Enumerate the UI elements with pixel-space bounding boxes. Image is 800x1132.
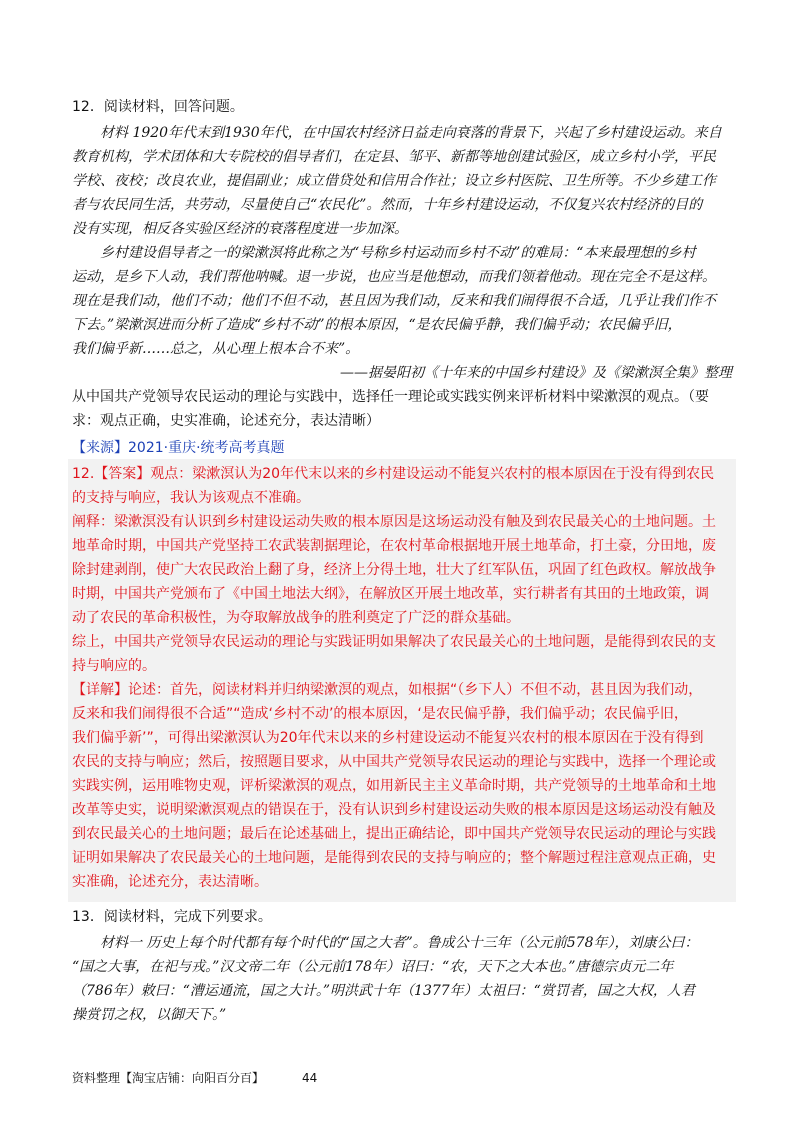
material-line: 我们偏乎新……总之，从心理上根本合不来”。	[72, 341, 360, 357]
footer-text: 资料整理【淘宝店铺：向阳百分百】	[72, 1071, 265, 1085]
material-line: 材料 1920年代末到1930年代，在中国农村经济日益走向衰落的背景下，兴起了乡村建设运动。来自	[100, 125, 722, 141]
answer-line: 时期，中国共产党颁布了《中国土地法大纲》，在解放区开展土地改革，实行耕者有其田的土地政策，调	[72, 586, 709, 602]
question-12-material	[72, 121, 732, 385]
answer-line: 12.【答案】观点：梁漱溟认为20年代末以来的乡村建设运动不能复兴农村的根本原因在于没有得到农民	[72, 466, 715, 482]
material-line: 乡村建设倡导者之一的梁漱溟将此称之为“号称乡村运动而乡村不动”的难局：“本来最理想的乡村	[100, 245, 696, 261]
material-line: “国之大事，在祀与戎。”汉文帝二年（公元前178年）诏曰：“农，天下之大本也。”唐德宗贞元二年	[72, 959, 674, 975]
answer-block	[72, 462, 732, 894]
question-source: 【来源】2021·重庆·统考高考真题	[72, 440, 285, 456]
answer-line: 阐释：梁漱溟没有认识到乡村建设运动失败的根本原因是这场运动没有触及到农民最关心的土地问题。土	[72, 514, 716, 530]
answer-line: 我们偏乎新’”，可得出梁漱溟认为20年代末以来的乡村建设运动不能复兴农村的根本原因在于没有得到	[72, 730, 704, 746]
question-13-material	[72, 931, 732, 1027]
task-line: 从中国共产党领导农民运动的理论与实践中，选择任一理论或实践实例来评析材料中梁漱溟的观点。（要	[72, 389, 709, 405]
material-line: 运动，是乡下人动，我们帮他呐喊。退一步说，也应当是他想动，而我们领着他动。现在完全不是这样。	[72, 269, 716, 285]
material-line: 学校、夜校；改良农业，提倡副业；成立借贷处和信用合作社；设立乡村医院、卫生所等。不少乡建工作	[72, 173, 716, 189]
answer-line: 动了农民的革命积极性，为夺取解放战争的胜利奠定了广泛的群众基础。	[72, 610, 520, 626]
material-citation: ——据晏阳初《十年来的中国乡村建设》及《梁漱溟全集》整理	[340, 365, 732, 381]
answer-line: 【详解】论述：首先，阅读材料并归纳梁漱溟的观点，如根据“（乡下人）不但不动，甚且因为我们动，	[72, 682, 703, 698]
material-line: 操赏罚之权，以御天下。”	[72, 1007, 227, 1023]
material-line: （786年）敕曰：“漕运通流，国之大计。”明洪武十年（1377年）太祖曰：“赏罚者，国之大权，人君	[72, 983, 695, 999]
answer-line: 反来和我们闹得很不合适”“造成‘乡村不动’的根本原因，‘是农民偏乎静，我们偏乎动；农民偏乎旧，	[72, 706, 688, 722]
answer-line: 综上，中国共产党领导农民运动的理论与实践证明如果解决了农民最关心的土地问题，是能得到农民的支	[72, 634, 716, 650]
material-line: 材料一 历史上每个时代都有每个时代的“国之大者”。鲁成公十三年（公元前578年），刘康公曰：	[100, 935, 699, 951]
material-line: 没有实现，相反各实验区经济的衰落程度进一步加深。	[72, 221, 408, 237]
material-line: 现在是我们动，他们不动；他们不但不动，甚且因为我们动，反来和我们闹得很不合适，几乎让我们作不	[72, 293, 716, 309]
material-line: 教育机构，学术团体和大专院校的倡导者们，在定县、邹平、新都等地创建试验区，成立乡村小学，平民	[72, 149, 716, 165]
answer-line: 实践实例，运用唯物史观，评析梁漱溟的观点，如用新民主主义革命时期，共产党领导的土地革命和土地	[72, 778, 716, 794]
answer-line: 到农民最关心的土地问题；最后在论述基础上，提出正确结论，即中国共产党领导农民运动的理论与实践	[72, 826, 716, 842]
answer-line: 改革等史实，说明梁漱溟观点的错误在于，没有认识到乡村建设运动失败的根本原因是这场运动没有触及	[72, 802, 716, 818]
answer-line: 持与响应的。	[72, 658, 156, 674]
question-13-header: 13．阅读材料，完成下列要求。	[72, 909, 272, 925]
answer-line: 除封建剥削，使广大农民政治上翻了身，经济上分得土地，壮大了红军队伍，巩固了红色政权。解放战争	[72, 562, 716, 578]
page-number: 44	[302, 1071, 318, 1085]
material-line: 下去。”梁漱溟进而分析了造成“乡村不动”的根本原因，“是农民偏乎静，我们偏乎动；农民偏乎旧，	[72, 317, 682, 333]
material-line: 者与农民同生活，共劳动，尽量使自己“农民化”。然而，十年乡村建设运动，不仅复兴农村经济的目的	[72, 197, 703, 213]
answer-line: 证明如果解决了农民最关心的土地问题，是能得到农民的支持与响应的；整个解题过程注意观点正确，史	[72, 850, 716, 866]
task-line: 求：观点正确，史实准确，论述充分，表达清晰）	[72, 413, 380, 429]
answer-line: 地革命时期，中国共产党坚持工农武装割据理论，在农村革命根据地开展土地革命，打土豪，分田地，废	[72, 538, 716, 554]
question-12-task	[72, 385, 732, 433]
answer-line: 农民的支持与响应；然后，按照题目要求，从中国共产党领导农民运动的理论与实践中，选择一个理论或	[72, 754, 716, 770]
answer-line: 实准确，论述充分，表达清晰。	[72, 874, 268, 890]
question-12-header: 12．阅读材料，回答问题。	[72, 99, 244, 115]
page-footer	[72, 1069, 318, 1087]
answer-line: 的支持与响应，我认为该观点不准确。	[72, 490, 310, 506]
